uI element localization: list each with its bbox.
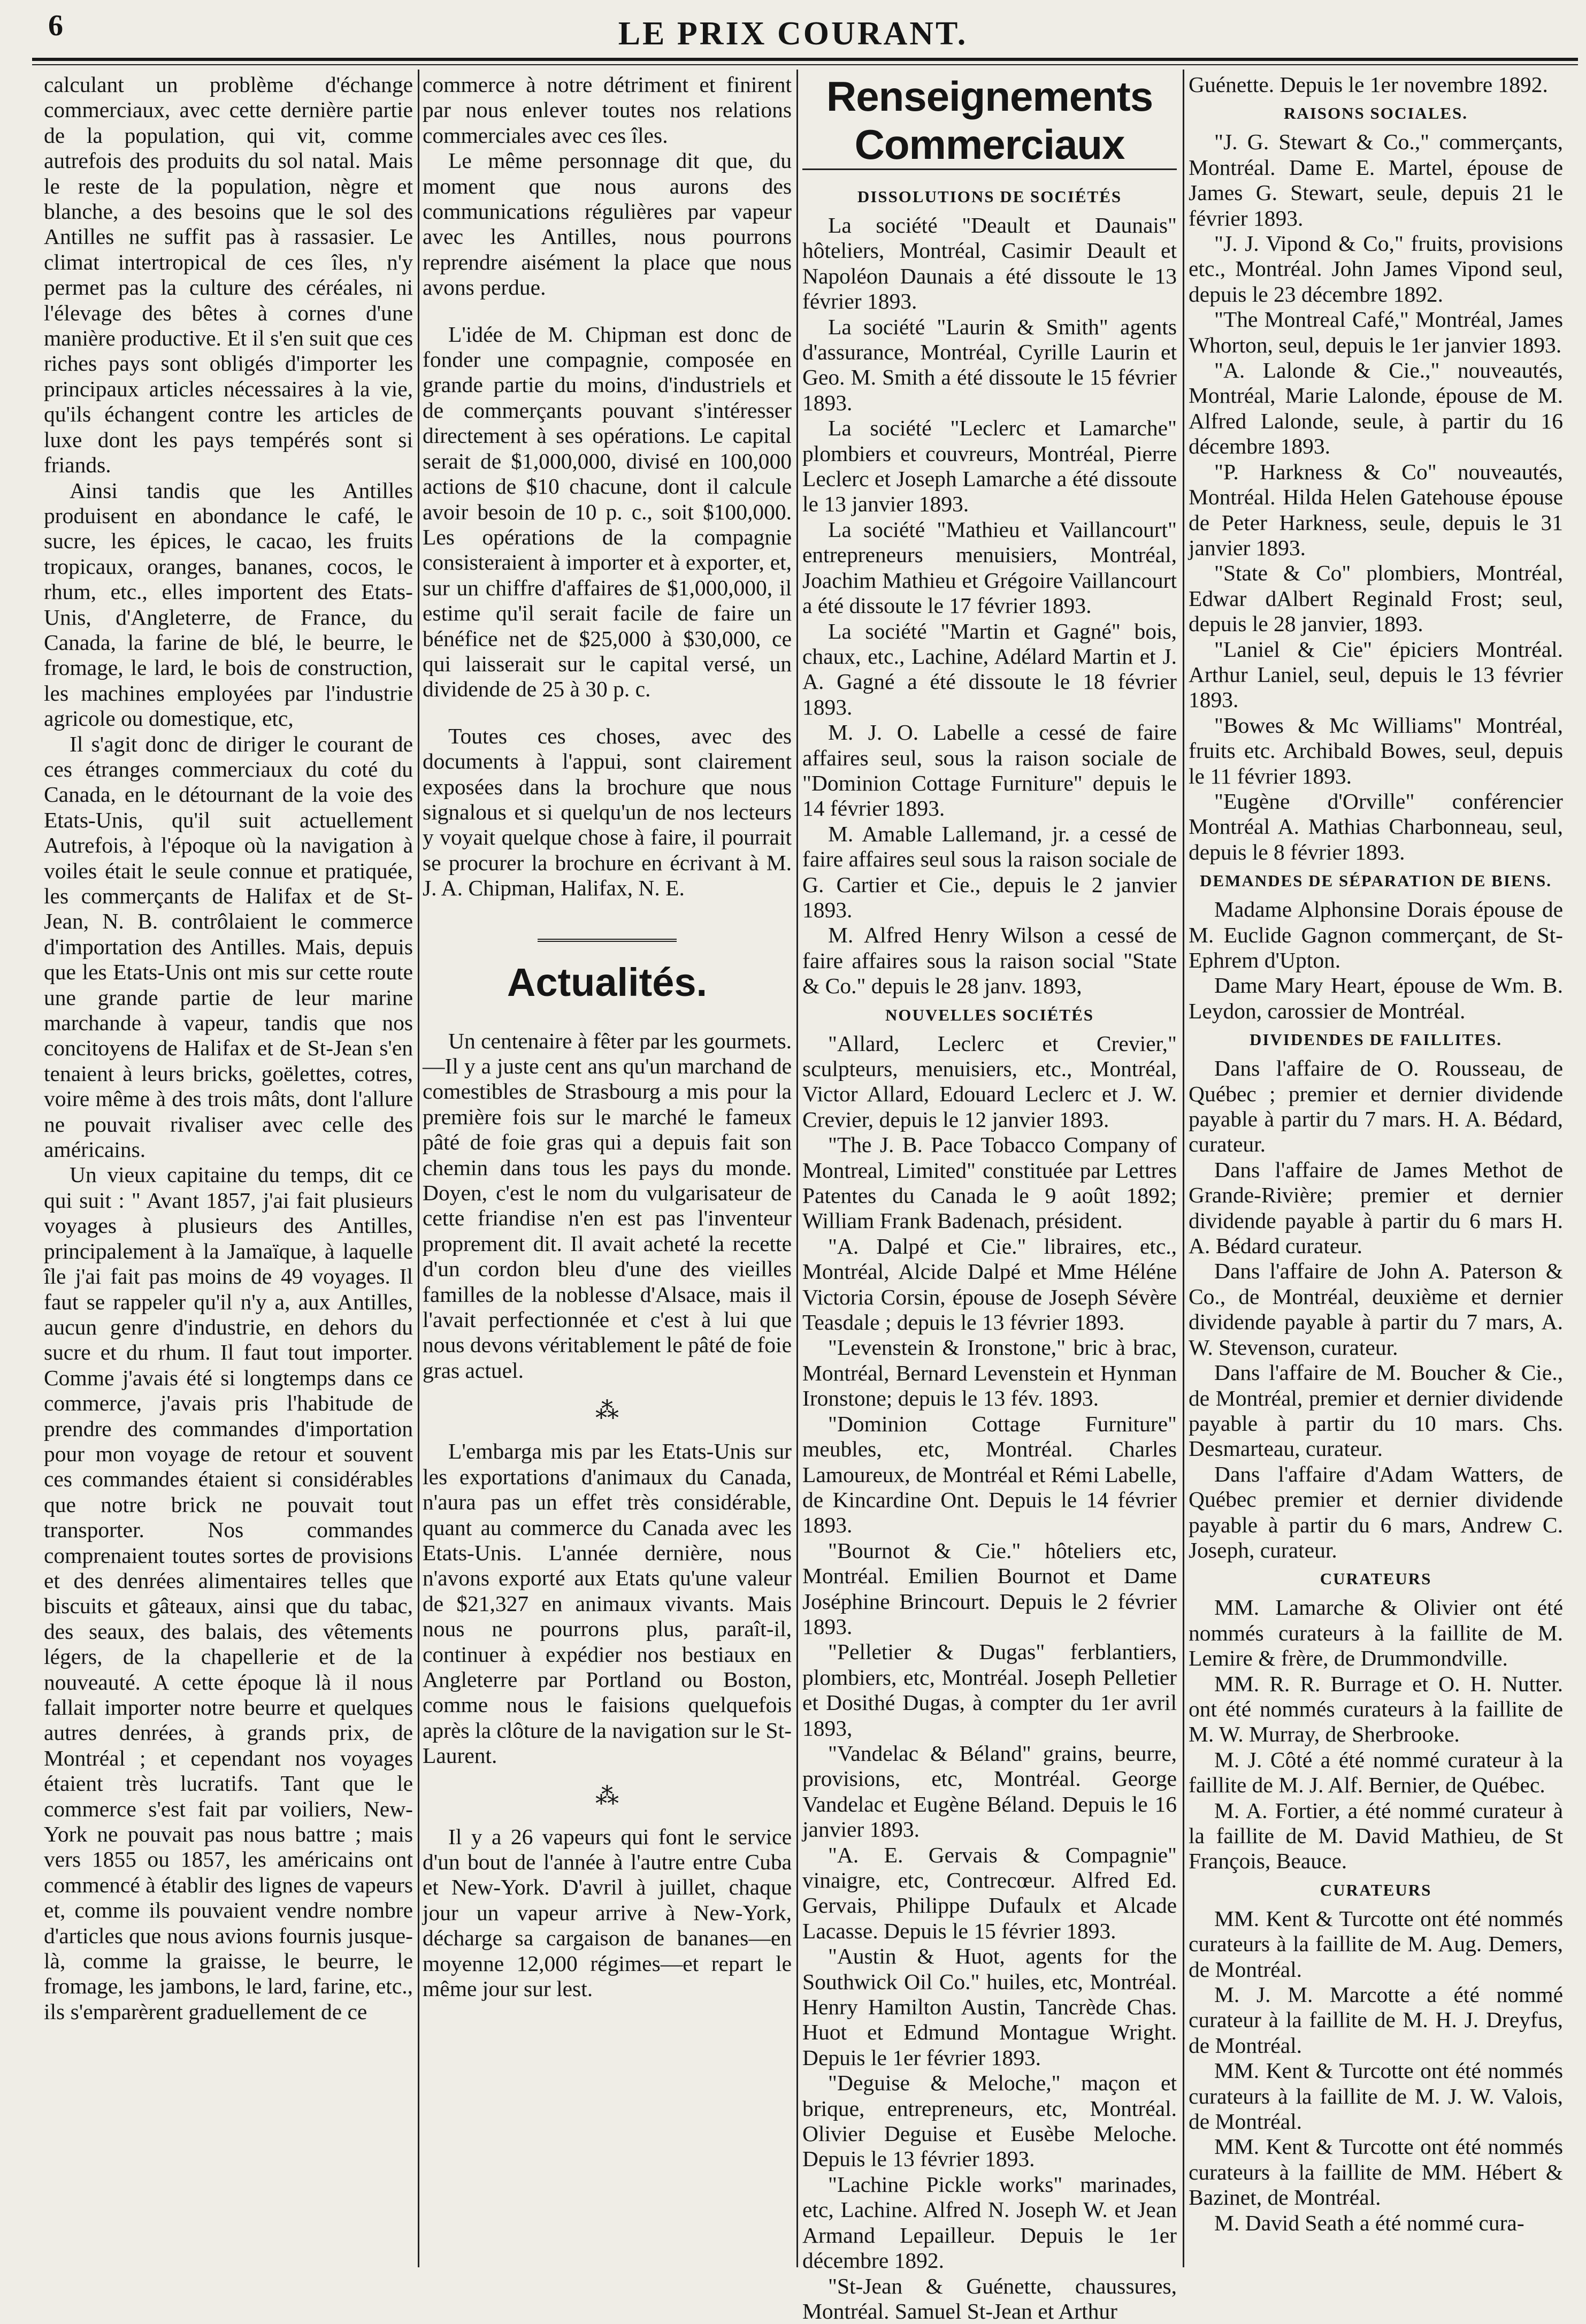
column-1 — [44, 72, 413, 2268]
actualites-heading: Actualités. — [423, 958, 792, 1007]
notice: "Deguise & Meloche," maçon et brique, entrepreneurs, etc, Montréal. Olivier Deguise et Eusèbe Meloche. Depuis le 13 février 1893. — [802, 2070, 1177, 2172]
notice: M. J. M. Marcotte a été nommé curateur à la faillite de M. H. J. Dreyfus, de Montréal. — [1189, 1982, 1563, 2058]
notice: Dans l'affaire de M. Boucher & Cie., de Montréal, premier et dernier dividende payable à partir du 10 mars. Chs. Desmarteau, curateur. — [1189, 1360, 1563, 1462]
notice: La société "Mathieu et Vaillancourt" entrepreneurs menuisiers, Montréal, Joachim Mathieu et Grégoire Vaillancourt a été dissoute le 17 février 1893. — [802, 517, 1177, 619]
subheading-raisons: RAISONS SOCIALES. — [1189, 97, 1563, 129]
notice: M. Amable Lallemand, jr. a cessé de faire affaires seul sous la raison sociale de G. Cartier et Cie., depuis le 2 janvier 1893. — [802, 822, 1177, 923]
column-3 — [802, 72, 1177, 2268]
notice: "Levenstein & Ironstone," bric à brac, Montréal, Bernard Levenstein et Hynman Ironstone; depuis le 13 fév. 1893. — [802, 1335, 1177, 1411]
subheading-curateurs: CURATEURS — [1189, 1563, 1563, 1595]
subheading-nouvelles: NOUVELLES SOCIÉTÉS — [802, 999, 1177, 1031]
subheading-dissolutions: DISSOLUTIONS DE SOCIÉTÉS — [802, 181, 1177, 213]
paragraph: Le même personnage dit que, du moment que nous aurons des communications régulières par vapeur avec les Antilles, nous pourrons reprendre aisément la place que nous avons perdue. — [423, 148, 792, 300]
notice: "J. G. Stewart & Co.," commerçants, Montréal. Dame E. Martel, épouse de James G. Stewart, seule, depuis 21 le février 1893. — [1189, 129, 1563, 231]
column-2 — [423, 72, 792, 2268]
notice: "Bowes & Mc Williams" Montréal, fruits etc. Archibald Bowes, seul, depuis le 11 février 1893. — [1189, 713, 1563, 789]
masthead-rule — [32, 58, 1578, 61]
notice: "J. J. Vipond & Co," fruits, provisions etc., Montréal. John James Vipond seul, depuis le 23 décembre 1892. — [1189, 231, 1563, 307]
asterism-divider: ⁂ — [423, 1396, 792, 1426]
notice: Dans l'affaire de O. Rousseau, de Québec ; premier et dernier dividende payable à partir du 7 mars. H. A. Bédard, curateur. — [1189, 1056, 1563, 1157]
notice: "Dominion Cottage Furniture" meubles, etc, Montréal. Charles Lamoureux, de Montréal et Rémi Labelle, de Kincardine Ont. Depuis le 14 février 1893. — [802, 1412, 1177, 1538]
notice: "A. Lalonde & Cie.," nouveautés, Montréal, Marie Lalonde, épouse de M. Alfred Lalonde, seule, à partir du 16 décembre 1893. — [1189, 358, 1563, 459]
paragraph: Ainsi tandis que les Antilles produisent en abondance le café, le sucre, les épices, le cacao, les fruits tropicaux, oranges, bananes, cocos, le rhum, etc., elles importent des Etats-Unis, d'Angleterre, de France, du Canada, la farine de blé, le beurre, le fromage, le lard, le bois de construction, les machines employées par l'industrie agricole ou domestique, etc, — [44, 478, 413, 732]
page-number: 6 — [48, 9, 63, 43]
notice: "The Montreal Café," Montréal, James Whorton, seul, depuis le 1er janvier 1893. — [1189, 307, 1563, 358]
paragraph: calculant un problème d'échange commerciaux, avec cette dernière partie de la population, qui vit, comme autrefois des produits du sol natal. Mais le reste de la population, nègre et blanche, a des besoins que le sol des Antilles ne suffit pas à rassasier. Le climat intertropical de ces îles, n'y permet pas la culture des céréales, ni l'élevage des bêtes à cornes d'une manière productive. Et il s'en suit que ces riches pays sont obligés d'importer les principaux articles nécessaires à la vie, qu'ils échangent contre les articles de luxe dont les pays tempérés sont si friands. — [44, 72, 413, 478]
notice: La société "Martin et Gagné" bois, chaux, etc., Lachine, Adélard Martin et J. A. Gagné a été dissoute le 18 février 1893. — [802, 619, 1177, 720]
notice: "Allard, Leclerc et Crevier," sculpteurs, menuisiers, etc., Montréal, Victor Allard, Edouard Leclerc et J. W. Crevier, depuis le 12 janvier 1893. — [802, 1031, 1177, 1133]
paragraph: commerce à notre détriment et finirent par nous enlever toutes nos relations commerciales avec ces îles. — [423, 72, 792, 148]
notice: "A. Dalpé et Cie." libraires, etc., Montréal, Alcide Dalpé et Mme Héléne Victoria Corsin, épouse de Joseph Sévère Teasdale ; depuis le 13 février 1893. — [802, 1234, 1177, 1336]
notice: M. J. O. Labelle a cessé de faire affaires seul, sous la raison sociale de "Dominion Cottage Furniture" depuis le 14 février 1893. — [802, 720, 1177, 822]
notice: M. A. Fortier, a été nommé curateur à la faillite de M. David Mathieu, de St François, Beauce. — [1189, 1798, 1563, 1874]
notice: "Austin & Huot, agents for the Southwick Oil Co." huiles, etc, Montréal. Henry Hamilton Austin, Tancrède Chas. Huot et Edmund Montague Wright. Depuis le 1er février 1893. — [802, 1944, 1177, 2070]
notice: "Laniel & Cie" épiciers Montréal. Arthur Laniel, seul, depuis le 13 février 1893. — [1189, 637, 1563, 713]
notice: Dans l'affaire de John A. Paterson & Co., de Montréal, deuxième et dernier dividende payable à partir du 7 mars, A. W. Stevenson, curateur. — [1189, 1259, 1563, 1360]
notice: "St-Jean & Guénette, chaussures, Montréal. Samuel St-Jean et Arthur — [802, 2274, 1177, 2324]
notice: M. David Seath a été nommé cura- — [1189, 2211, 1563, 2236]
column-divider — [796, 70, 798, 2267]
subheading-curateurs: CURATEURS — [1189, 1874, 1563, 1906]
paragraph: L'embarga mis par les Etats-Unis sur les exportations d'animaux du Canada, n'aura pas un effet très considérable, quant au commerce du Canada avec les Etats-Unis. L'année dernière, nous n'avons exporté aux Etats qu'une valeur de $21,327 en animaux vivants. Mais nous ne pourrons plus, paraît-il, continuer à expédier nos bestiaux en Angleterre par Portland ou Boston, comme nous le faisions quelquefois après la clôture de la navigation sur le St-Laurent. — [423, 1439, 792, 1768]
notice: Guénette. Depuis le 1er novembre 1892. — [1189, 72, 1563, 97]
masthead-rule-thin — [32, 64, 1578, 65]
notice: "Lachine Pickle works" marinades, etc, Lachine. Alfred N. Joseph W. et Jean Armand Lepailleur. Depuis le 1er décembre 1892. — [802, 2172, 1177, 2274]
masthead — [0, 0, 1586, 63]
paragraph: Un vieux capitaine du temps, dit ce qui suit : " Avant 1857, j'ai fait plusieurs voyages à plusieurs des Antilles, principalement à la Jamaïque, à laquelle île j'ai fait pas moins de 49 voyages. Il faut se rappeler qu'il n'y a, aux Antilles, aucun genre d'industrie, en dehors du sucre et du rhum. Il faut tout importer. Comme j'avais été si longtemps dans ce commerce, j'avais pris l'habitude de prendre des commandes d'importation pour mon voyage de retour et souvent ces commandes étaient si considérables que notre brick ne pouvait tout transporter. Nos commandes comprenaient toutes sortes de provisions et des denrées alimentaires telles que biscuits et gâteaux, ainsi que du tabac, des seaux, des balais, des vêtements légers, de la chapellerie et de la nouveauté. A cette époque là il nous fallait importer notre beurre et quelques autres denrées, à grands prix, de Montréal ; et cependant nos voyages étaient très lucratifs. Tant que le commerce s'est fait par voiliers, New-York ne pouvait pas nous battre ; mais vers 1855 ou 1857, les américains ont commencé à établir des lignes de vapeurs et, comme ils pouvaient vendre nombre d'articles que nous avions fournis jusque-là, comme la graisse, le beurre, le fromage, les jambons, le lard, farine, etc., ils s'emparèrent graduellement de ce — [44, 1162, 413, 2024]
notice: Dame Mary Heart, épouse de Wm. B. Leydon, carossier de Montréal. — [1189, 973, 1563, 1024]
section-heading: Renseignements Commerciaux — [802, 72, 1177, 170]
notice: "Bournot & Cie." hôteliers etc, Montréal. Emilien Bournot et Dame Joséphine Brincourt. Depuis le 2 février 1893. — [802, 1538, 1177, 1640]
subheading-dividendes: DIVIDENDES DE FAILLITES. — [1189, 1024, 1563, 1056]
notice: La société "Deault et Daunais" hôteliers, Montréal, Casimir Deault et Napoléon Daunais a été dissoute le 13 février 1893. — [802, 213, 1177, 315]
notice: Dans l'affaire d'Adam Watters, de Québec premier et dernier dividende payable à partir du 6 mars, Andrew C. Joseph, curateur. — [1189, 1462, 1563, 1563]
notice: "A. E. Gervais & Compagnie" vinaigre, etc, Contrecœur. Alfred Ed. Gervais, Philippe Dufaulx et Alcade Lacasse. Depuis le 15 février 1893. — [802, 1843, 1177, 1944]
notice: La société "Laurin & Smith" agents d'assurance, Montréal, Cyrille Laurin et Geo. M. Smith a été dissoute le 15 février 1893. — [802, 315, 1177, 416]
notice: "Vandelac & Béland" grains, beurre, provisions, etc, Montréal. George Vandelac et Eugène Béland. Depuis le 16 janvier 1893. — [802, 1741, 1177, 1843]
paragraph: Il y a 26 vapeurs qui font le service d'un bout de l'année à l'autre entre Cuba et New-York. D'avril à juillet, chaque jour un vapeur arrive à New-York, décharge sa cargaison de bananes—en moyenne 12,000 régimes—et repart le même jour sur lest. — [423, 1824, 792, 2002]
paragraph: Toutes ces choses, avec des documents à l'appui, sont clairement exposées dans la brochure que nous signalous et si quelqu'un de nos lecteurs y voyait quelque chose à faire, il pourrait se procurer la brochure en écrivant à M. J. A. Chipman, Halifax, N. E. — [423, 724, 792, 901]
column-divider — [1183, 70, 1184, 2267]
paragraph: Un centenaire à fêter par les gourmets.—Il y a juste cent ans qu'un marchand de comestibles de Strasbourg a mis pour la première fois sur le marché le fameux pâté de foie gras qui a depuis fait son chemin dans tous les pays du monde. Doyen, c'est le nom du vulgarisateur de cette friandise n'en est pas l'inventeur proprement dit. Il avait acheté la recette d'un cordon bleu d'une des vieilles familles de la noblesse d'Alsace, mais il l'avait perfectionnée et c'est à lui que nous devons véritablement le pâté de foie gras actuel. — [423, 1029, 792, 1384]
notice: "State & Co" plombiers, Montréal, Edwar dAlbert Reginald Frost; seul, depuis le 28 janvier, 1893. — [1189, 561, 1563, 636]
paragraph: Il s'agit donc de diriger le courant de ces étranges commerciaux du coté du Canada, en le détournant de la voie des Etats-Unis, qu'il suit actuellement Autrefois, à l'époque où la navigation à voiles était le seule connue et pratiquée, les commerçants de Halifax et de St-Jean, N. B. contrôlaient le commerce d'importation des Antilles. Mais, depuis que les Etats-Unis ont mis sur cette route une grande partie de leur marine marchande à vapeur, tandis que nos concitoyens de Halifax et de St-Jean s'en tenaient à leurs bricks, goëlettes, cotres, voire même à des trois mâts, dont l'allure ne pouvait rivaliser avec celle des américains. — [44, 732, 413, 1163]
notice: "Pelletier & Dugas" ferblantiers, plombiers, etc, Montréal. Joseph Pelletier et Dosithé Dugas, à compter du 1er avril 1893, — [802, 1639, 1177, 1741]
notice: "Eugène d'Orville" conférencier Montréal A. Mathias Charbonneau, seul, depuis le 8 février 1893. — [1189, 789, 1563, 865]
paragraph: L'idée de M. Chipman est donc de fonder une compagnie, composée en grande partie du moins, d'industriels et de commerçants pouvant s'intéresser directement à ses opérations. Le capital serait de $1,000,000, divisé en 100,000 actions de $10 chacune, dont il calcule avoir besoin de 10 p. c., soit $100,000. Les opérations de la compagnie consisteraient à importer et à exporter, et, sur un chiffre d'affaires de $1,000,000, il estime qu'il serait facile de faire un bénéfice net de $25,000 à $30,000, ce qui laisserait sur le capital versé, un dividende de 25 à 30 p. c. — [423, 322, 792, 702]
notice: MM. Kent & Turcotte ont été nommés curateurs à la faillite de M. Aug. Demers, de Montréal. — [1189, 1906, 1563, 1982]
notice: MM. Lamarche & Olivier ont été nommés curateurs à la faillite de M. Lemire & frère, de Drummondville. — [1189, 1595, 1563, 1671]
subheading-separation: DEMANDES DE SÉPARATION DE BIENS. — [1189, 865, 1563, 897]
section-divider — [538, 939, 677, 942]
notice: MM. R. R. Burrage et O. H. Nutter. ont été nommés curateurs à la faillite de M. W. Murray, de Sherbrooke. — [1189, 1671, 1563, 1747]
notice: MM. Kent & Turcotte ont été nommés curateurs à la faillite de M. J. W. Valois, de Montréal. — [1189, 2058, 1563, 2134]
notice: "P. Harkness & Co" nouveautés, Montréal. Hilda Helen Gatehouse épouse de Peter Harkness, seule, depuis le 31 janvier 1893. — [1189, 459, 1563, 561]
asterism-divider: ⁂ — [423, 1782, 792, 1812]
notice: "The J. B. Pace Tobacco Company of Montreal, Limited" constituée par Lettres Patentes du Canada le 9 août 1892; William Frank Badenach, président. — [802, 1132, 1177, 1234]
column-4 — [1189, 72, 1563, 2268]
column-divider — [418, 70, 419, 2267]
journal-title: LE PRIX COURANT. — [0, 15, 1586, 53]
notice: M. Alfred Henry Wilson a cessé de faire affaires sous la raison social "State & Co." depuis le 28 janv. 1893, — [802, 923, 1177, 999]
notice: MM. Kent & Turcotte ont été nommés curateurs à la faillite de MM. Hébert & Bazinet, de Montréal. — [1189, 2134, 1563, 2210]
notice: La société "Leclerc et Lamarche" plombiers et couvreurs, Montréal, Pierre Leclerc et Joseph Lamarche a été dissoute le 13 janvier 1893. — [802, 416, 1177, 517]
notice: Madame Alphonsine Dorais épouse de M. Euclide Gagnon commerçant, de St-Ephrem d'Upton. — [1189, 897, 1563, 973]
notice: M. J. Côté a été nommé curateur à la faillite de M. J. Alf. Bernier, de Québec. — [1189, 1747, 1563, 1798]
notice: Dans l'affaire de James Methot de Grande-Rivière; premier et dernier dividende payable à partir du 6 mars H. A. Bédard curateur. — [1189, 1157, 1563, 1259]
